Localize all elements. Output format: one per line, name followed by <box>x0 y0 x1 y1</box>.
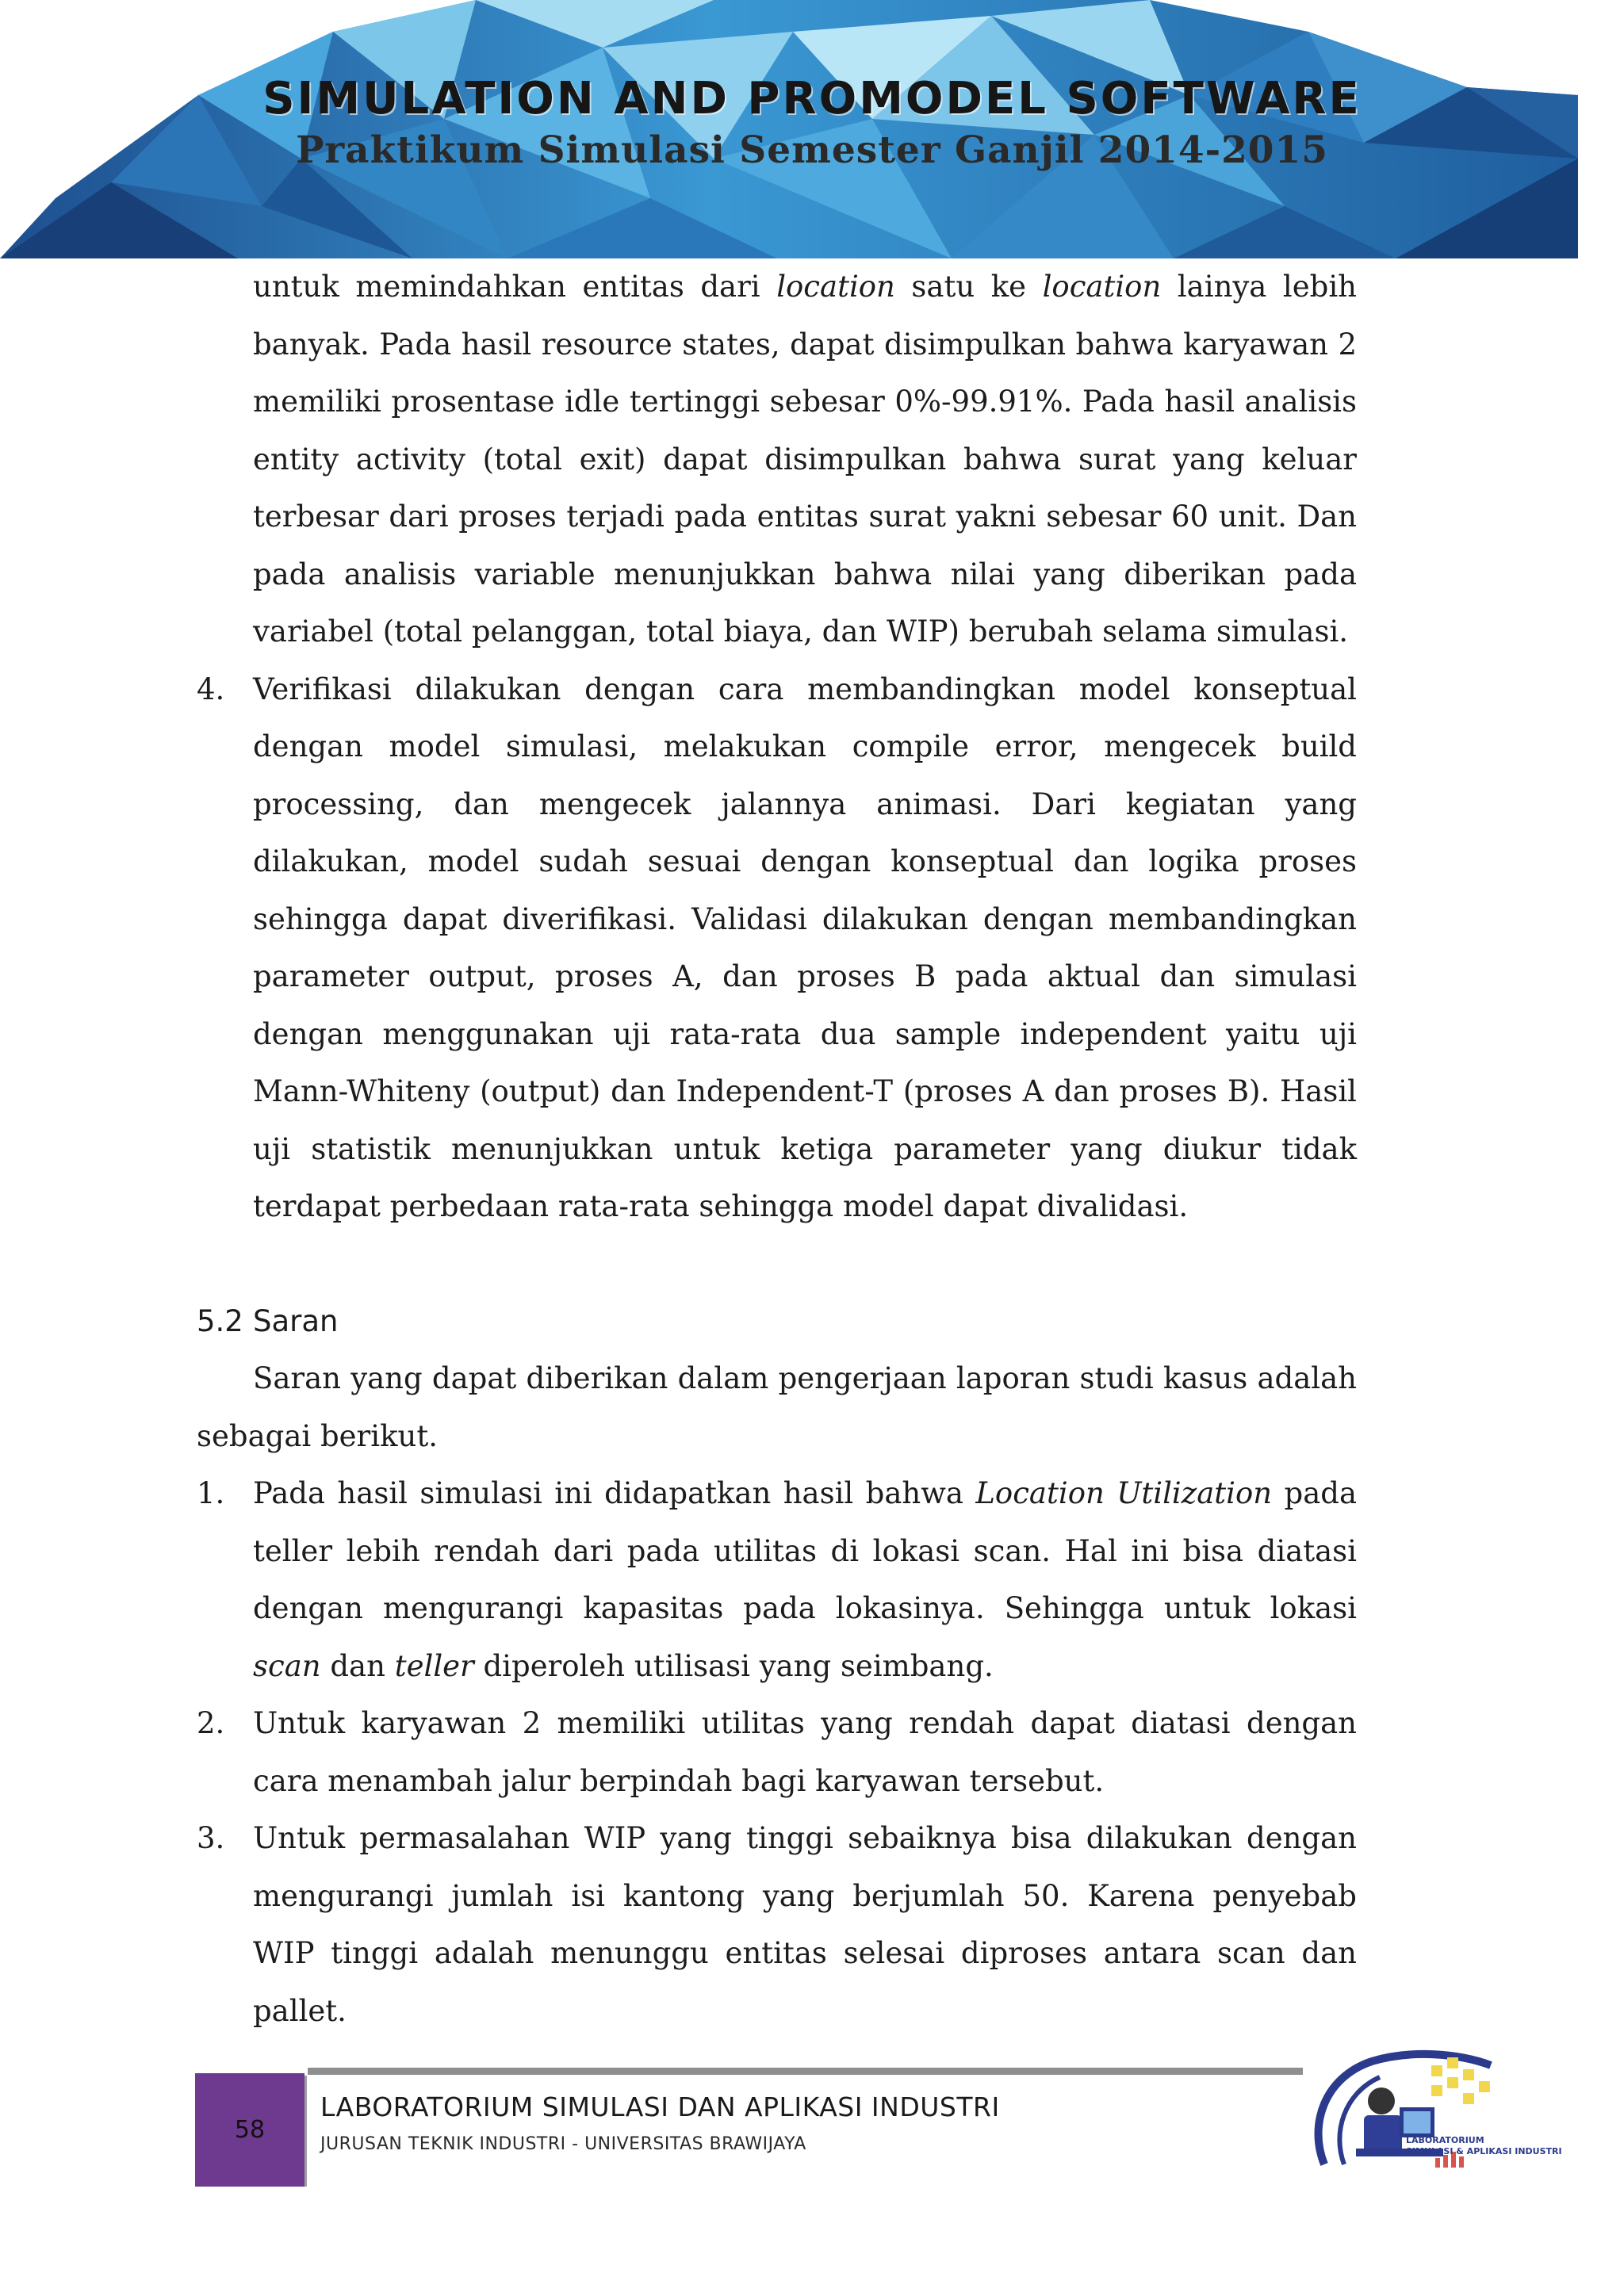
banner-title: SIMULATION AND PROMODEL SOFTWARE <box>262 73 1362 124</box>
list-item-saran-1 <box>197 1465 1357 1695</box>
text-run: dan <box>320 1648 395 1683</box>
section-heading <box>197 1293 1357 1351</box>
logo-caption-line2: SIMULASI & APLIKASI INDUSTRI <box>1406 2146 1562 2156</box>
list-item-saran-2 <box>197 1695 1357 1810</box>
list-number: 2. <box>197 1706 225 1740</box>
text-run: pada teller lebih rendah dari pada utilitas di lokasi scan. Hal ini bisa diatasi dengan mengurangi kapasitas pada lokasinya. Sehingga untuk lokasi <box>253 1476 1357 1625</box>
list-item-saran-3 <box>197 1810 1357 2040</box>
header-banner <box>0 0 1624 258</box>
list-number: 3. <box>197 1821 225 1855</box>
department-name: JURUSAN TEKNIK INDUSTRI - UNIVERSITAS BRAWIJAYA <box>320 2134 806 2154</box>
banner-subtitle: Praktikum Simulasi Semester Ganjil 2014-2015 <box>296 128 1328 172</box>
italic-term-scan: scan <box>253 1648 321 1683</box>
list-number: 4. <box>197 672 225 706</box>
list-item-text: Verifikasi dilakukan dengan cara membandingkan model konseptual dengan model simulasi, melakukan compile error, mengecek build processing, dan mengecek jalannya animasi. Dari kegiatan yang dilakukan, model sudah sesuai dengan konseptual dan logika proses sehingga dapat diverifikasi. Validasi dilakukan dengan membandingkan parameter output, proses A, dan proses B pada aktual dan simulasi dengan menggunakan uji rata-rata dua sample independent yaitu uji Mann-Whiteny (output) dan Independent-T (proses A dan proses B). Hasil uji statistik menunjukkan untuk ketiga parameter yang diukur tidak terdapat perbedaan rata-rata sehingga model dapat divalidasi. <box>253 672 1357 1223</box>
italic-term-location: location <box>1042 270 1162 304</box>
list-item-text: Untuk karyawan 2 memiliki utilitas yang rendah dapat diatasi dengan cara menambah jalur berpindah bagi karyawan tersebut. <box>253 1706 1357 1798</box>
list-item-4 <box>197 661 1357 1236</box>
list-item-text: Untuk permasalahan WIP yang tinggi sebaiknya bisa dilakukan dengan mengurangi jumlah isi kantong yang berjumlah 50. Karena penyebab WIP tinggi adalah menunggu entitas selesai diproses antara scan dan pallet. <box>253 1821 1357 2028</box>
logo-caption <box>1406 2135 1565 2157</box>
italic-term-teller: teller <box>394 1648 474 1683</box>
text-run: diperoleh utilisasi yang seimbang. <box>473 1648 994 1683</box>
italic-term-location-utilization: Location Utilization <box>975 1476 1273 1510</box>
footer-vertical-divider <box>304 2076 307 2187</box>
text-run: Pada hasil simulasi ini didapatkan hasil bahwa <box>253 1476 976 1510</box>
section-number: 5.2 <box>197 1303 243 1338</box>
list-item-text <box>253 1465 1357 1695</box>
continued-paragraph <box>197 258 1357 661</box>
logo-caption-line1: LABORATORIUM <box>1406 2135 1484 2145</box>
italic-term-location: location <box>776 270 895 304</box>
footer-divider <box>308 2068 1303 2075</box>
text-run: untuk memindahkan entitas dari <box>253 270 777 304</box>
page-content <box>197 258 1357 2040</box>
page-footer <box>0 2045 1624 2296</box>
section-gap <box>197 1236 1357 1293</box>
section-title: Saran <box>253 1303 339 1338</box>
list-number: 1. <box>197 1476 225 1510</box>
page-number: 58 <box>234 2116 266 2144</box>
saran-intro: Saran yang dapat diberikan dalam pengerjaan laporan studi kasus adalah sebagai berikut. <box>197 1361 1357 1453</box>
text-run: lainya lebih banyak. Pada hasil resource states, dapat disimpulkan bahwa karyawan 2 memiliki prosentase idle tertinggi sebesar 0%-99.91%. Pada hasil analisis entity activity (total exit) dapat disimpulkan bahwa surat yang keluar terbesar dari proses terjadi pada entitas surat yakni sebesar 60 unit. Dan pada analisis variable menunjukkan bahwa nilai yang diberikan pada variabel (total pelanggan, total biaya, dan WIP) berubah selama simulasi. <box>253 270 1357 649</box>
text-run: satu ke <box>894 270 1043 304</box>
lab-name: LABORATORIUM SIMULASI DAN APLIKASI INDUSTRI <box>320 2091 1000 2122</box>
